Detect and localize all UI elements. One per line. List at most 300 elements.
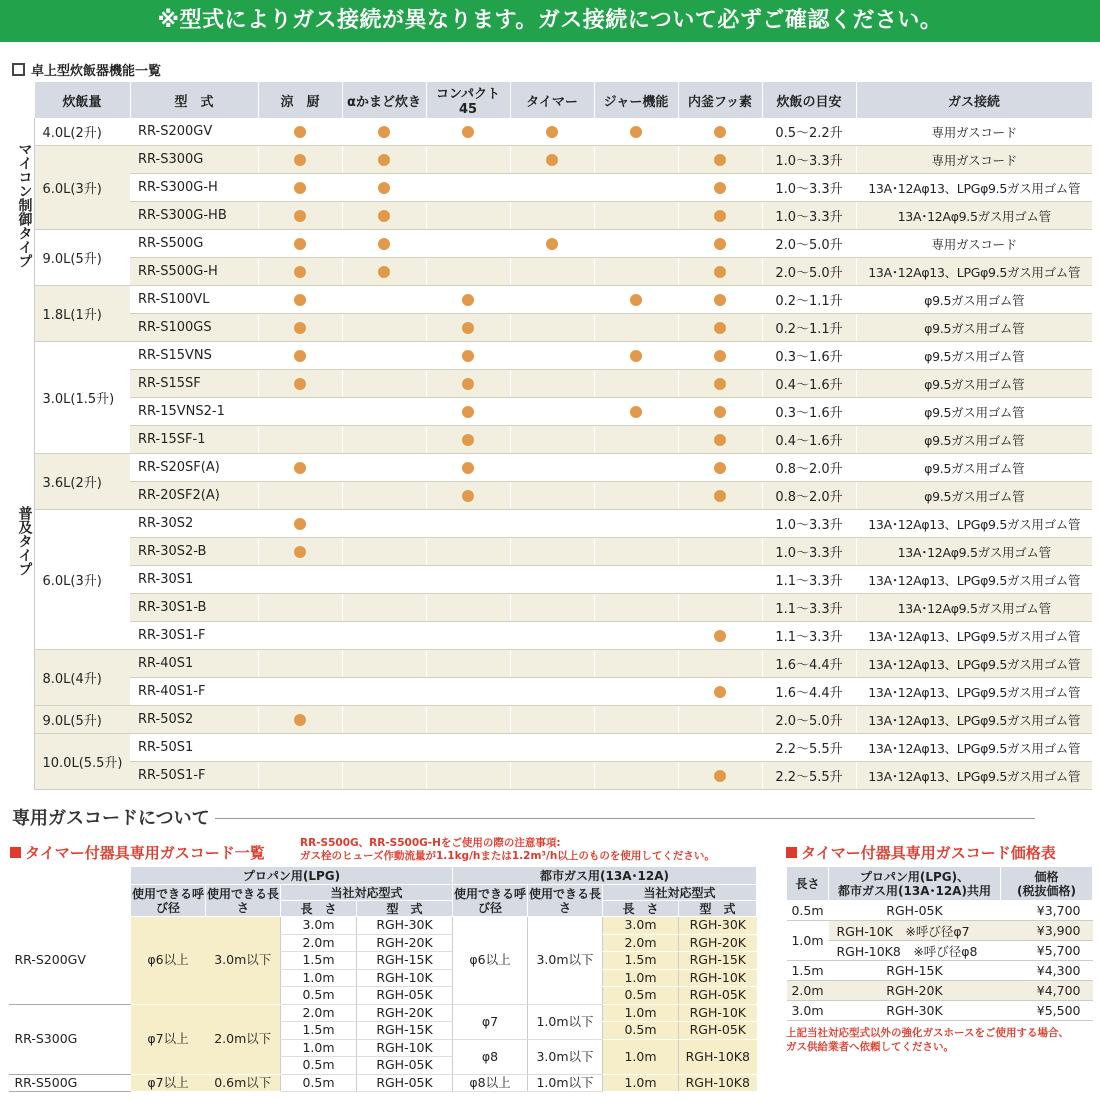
- feature-cell: [342, 174, 426, 202]
- model-cell: RR-S500G-H: [130, 258, 258, 286]
- feature-cell: [678, 370, 762, 398]
- table-row: [9, 917, 757, 935]
- lpg-len-cell: 1.0m: [281, 1039, 357, 1057]
- price-len-cell: 1.5m: [787, 961, 829, 981]
- capacity-cell: 9.0L(5升): [34, 230, 130, 286]
- lpg-model-cell: RGH-05K: [357, 987, 453, 1005]
- feature-dot-icon: [546, 126, 558, 138]
- cooking-range-cell: 2.2～5.5升: [762, 762, 856, 790]
- gas-connection-cell: φ9.5ガス用ゴム管: [856, 482, 1092, 510]
- city-model-cell: RGH-10K: [679, 969, 757, 987]
- feature-dot-icon: [294, 182, 306, 194]
- lpg-length-cell: 0.6m以下: [206, 1074, 281, 1092]
- feature-cell: [510, 286, 594, 314]
- city-length-cell: 1.0m以下: [528, 1074, 603, 1092]
- feature-dot-icon: [294, 378, 306, 390]
- type-header-blank: [8, 82, 34, 118]
- table-row: [8, 118, 1092, 146]
- feature-dot-icon: [294, 210, 306, 222]
- feature-cell: [342, 426, 426, 454]
- feature-cell: [342, 706, 426, 734]
- feature-cell: [510, 258, 594, 286]
- feature-cell: [594, 314, 678, 342]
- feature-cell: [594, 538, 678, 566]
- gas-connection-cell: 13A･12Aφ13、LPGφ9.5ガス用ゴム管: [856, 566, 1092, 594]
- heading-divider: [215, 818, 1035, 819]
- gas-connection-cell: 専用ガスコード: [856, 118, 1092, 146]
- feature-cell: [426, 370, 510, 398]
- city-len-cell: 3.0m: [603, 917, 679, 935]
- feature-cell: [678, 650, 762, 678]
- city-length-cell: 3.0m以下: [528, 917, 603, 1005]
- feature-cell: [678, 678, 762, 706]
- table-row: [8, 426, 1092, 454]
- city-len-cell: 2.0m: [603, 934, 679, 952]
- feature-cell: [678, 622, 762, 650]
- feature-cell: [258, 146, 342, 174]
- feature-cell: [426, 734, 510, 762]
- cooking-range-cell: 2.0～5.0升: [762, 230, 856, 258]
- model-cell: RR-30S2-B: [130, 538, 258, 566]
- feature-cell: [342, 622, 426, 650]
- feature-cell: [678, 398, 762, 426]
- city-model-cell: RGH-10K8: [679, 1039, 757, 1074]
- lpg-length-cell: 2.0m以下: [206, 1004, 281, 1074]
- capacity-cell: 10.0L(5.5升): [34, 734, 130, 790]
- feature-cell: [678, 146, 762, 174]
- price-row: [787, 961, 1093, 981]
- feature-cell: [594, 594, 678, 622]
- feature-cell: [426, 594, 510, 622]
- price-value-cell: ¥4,700: [1001, 981, 1093, 1001]
- city-len-cell: 1.0m: [603, 1039, 679, 1074]
- feature-dot-icon: [378, 154, 390, 166]
- feature-cell: [510, 594, 594, 622]
- table-row: [8, 734, 1092, 762]
- city-len-subheader: 長 さ: [603, 901, 679, 917]
- feature-cell: [594, 706, 678, 734]
- gas-connection-cell: φ9.5ガス用ゴム管: [856, 286, 1092, 314]
- feature-cell: [258, 454, 342, 482]
- lpg-model-cell: RGH-15K: [357, 1022, 453, 1040]
- note-line: RR-S500G、RR-S500G-Hをご使用の際の注意事項:: [300, 837, 561, 849]
- feature-cell: [678, 314, 762, 342]
- table-row: [8, 314, 1092, 342]
- model-cell: RR-S15SF: [130, 370, 258, 398]
- feature-dot-icon: [294, 266, 306, 278]
- square-bullet-icon: [12, 63, 25, 76]
- feature-cell: [258, 622, 342, 650]
- feature-cell: [426, 426, 510, 454]
- city-len-cell: 1.0m: [603, 1074, 679, 1092]
- feature-dot-icon: [462, 490, 474, 502]
- feature-cell: [678, 454, 762, 482]
- feature-cell: [342, 454, 426, 482]
- table-row: [8, 678, 1092, 706]
- gas-cord-list-title-text: タイマー付器具専用ガスコード一覧: [25, 844, 265, 862]
- price-len-cell: 1.0m: [787, 921, 829, 961]
- feature-cell: [342, 314, 426, 342]
- capacity-cell: 6.0L(3升): [34, 510, 130, 650]
- feature-cell: [510, 650, 594, 678]
- feature-dot-icon: [294, 518, 306, 530]
- feature-cell: [678, 118, 762, 146]
- city-diam-cell: φ8以上: [453, 1074, 528, 1092]
- table-row: [8, 202, 1092, 230]
- feature-cell: [342, 230, 426, 258]
- feature-cell: [426, 454, 510, 482]
- feature-cell: [258, 286, 342, 314]
- feature-dot-icon: [294, 238, 306, 250]
- feature-cell: [678, 482, 762, 510]
- city-len-cell: 1.0m: [603, 1004, 679, 1022]
- feature-dot-icon: [714, 686, 726, 698]
- header-cell: 炊飯の目安: [762, 82, 856, 118]
- gas-connection-cell: 13A･12Aφ9.5ガス用ゴム管: [856, 202, 1092, 230]
- feature-cell: [258, 594, 342, 622]
- feature-cell: [426, 202, 510, 230]
- model-cell: RR-50S1-F: [130, 762, 258, 790]
- feature-cell: [426, 482, 510, 510]
- feature-cell: [258, 706, 342, 734]
- feature-dot-icon: [294, 546, 306, 558]
- table-row: [8, 482, 1092, 510]
- feature-cell: [426, 510, 510, 538]
- city-model-cell: RGH-05K: [679, 1022, 757, 1040]
- gas-connection-cell: φ9.5ガス用ゴム管: [856, 370, 1092, 398]
- feature-cell: [678, 566, 762, 594]
- model-cell: RR-S500G: [130, 230, 258, 258]
- city-len-cell: 0.5m: [603, 987, 679, 1005]
- city-gas-header: 都市ガス用(13A･12A): [453, 867, 757, 885]
- lpg-len-cell: 0.5m: [281, 987, 357, 1005]
- cooking-range-cell: 1.1～3.3升: [762, 566, 856, 594]
- feature-cell: [678, 286, 762, 314]
- city-model-cell: RGH-30K: [679, 917, 757, 935]
- table-row: [8, 370, 1092, 398]
- table-row: [8, 706, 1092, 734]
- model-cell: RR-20SF2(A): [130, 482, 258, 510]
- feature-cell: [594, 202, 678, 230]
- header-cell: ガス接続: [856, 82, 1092, 118]
- feature-dot-icon: [714, 126, 726, 138]
- feature-cell: [258, 510, 342, 538]
- table-row: [8, 398, 1092, 426]
- feature-cell: [594, 566, 678, 594]
- gas-connection-cell: φ9.5ガス用ゴム管: [856, 454, 1092, 482]
- feature-cell: [678, 202, 762, 230]
- feature-cell: [510, 426, 594, 454]
- feature-cell: [678, 706, 762, 734]
- feature-dot-icon: [462, 434, 474, 446]
- feature-cell: [426, 342, 510, 370]
- lpg-model-cell: RGH-20K: [357, 934, 453, 952]
- type-label: 普及タイプ: [8, 286, 34, 790]
- feature-cell: [258, 538, 342, 566]
- feature-cell: [258, 342, 342, 370]
- lpg-len-subheader: 長 さ: [281, 901, 357, 917]
- gas-connection-cell: 13A･12Aφ13、LPGφ9.5ガス用ゴム管: [856, 622, 1092, 650]
- feature-cell: [510, 398, 594, 426]
- gas-connection-cell: φ9.5ガス用ゴム管: [856, 314, 1092, 342]
- feature-dot-icon: [714, 210, 726, 222]
- cord-model-cell: RR-S200GV: [9, 917, 131, 1005]
- feature-cell: [426, 146, 510, 174]
- cooking-range-cell: 2.0～5.0升: [762, 258, 856, 286]
- feature-cell: [594, 370, 678, 398]
- capacity-cell: 1.8L(1升): [34, 286, 130, 342]
- feature-dot-icon: [714, 266, 726, 278]
- price-model-cell: RGH-30K: [829, 1001, 1001, 1021]
- lpg-model-cell: RGH-30K: [357, 917, 453, 935]
- model-cell: RR-30S2: [130, 510, 258, 538]
- model-cell: RR-S100VL: [130, 286, 258, 314]
- feature-cell: [426, 314, 510, 342]
- feature-cell: [258, 762, 342, 790]
- feature-cell: [510, 342, 594, 370]
- lpg-length-cell: 3.0m以下: [206, 917, 281, 1005]
- cooking-range-cell: 0.3～1.6升: [762, 342, 856, 370]
- feature-cell: [510, 538, 594, 566]
- lpg-diam-cell: φ6以上: [131, 917, 206, 1005]
- feature-cell: [342, 342, 426, 370]
- gas-cord-heading: 専用ガスコードについて: [12, 808, 210, 829]
- lpg-len-cell: 2.0m: [281, 1004, 357, 1022]
- price-value-cell: ¥4,300: [1001, 961, 1093, 981]
- lpg-len-cell: 1.5m: [281, 952, 357, 970]
- lpg-diam-header: 使用できる呼び径: [131, 886, 204, 915]
- feature-cell: [426, 230, 510, 258]
- table-row: [8, 566, 1092, 594]
- feature-cell: [342, 398, 426, 426]
- table-row: [9, 1074, 757, 1092]
- feature-cell: [426, 538, 510, 566]
- model-cell: RR-40S1: [130, 650, 258, 678]
- blank-corner: [9, 867, 131, 917]
- feature-dot-icon: [294, 294, 306, 306]
- gas-connection-cell: 13A･12Aφ13、LPGφ9.5ガス用ゴム管: [856, 706, 1092, 734]
- gas-connection-cell: 13A･12Aφ13、LPGφ9.5ガス用ゴム管: [856, 734, 1092, 762]
- feature-cell: [594, 146, 678, 174]
- feature-dot-icon: [714, 350, 726, 362]
- feature-cell: [510, 706, 594, 734]
- feature-cell: [342, 370, 426, 398]
- feature-cell: [594, 118, 678, 146]
- cooking-range-cell: 0.5～2.2升: [762, 118, 856, 146]
- price-value-cell: ¥5,700: [1001, 941, 1093, 961]
- feature-cell: [594, 342, 678, 370]
- city-diam-cell: φ6以上: [453, 917, 528, 1005]
- price-model-cell: RGH-10K8 ※呼び径φ8: [829, 941, 1001, 961]
- price-len-header: 長さ: [787, 867, 829, 901]
- section-title-text: 卓上型炊飯器機能一覧: [31, 64, 162, 79]
- cooking-range-cell: 1.0～3.3升: [762, 146, 856, 174]
- city-len-cell: 0.5m: [603, 1022, 679, 1040]
- gas-connection-cell: 13A･12Aφ13、LPGφ9.5ガス用ゴム管: [856, 650, 1092, 678]
- city-compat-header: 当社対応型式: [603, 885, 757, 901]
- feature-dot-icon: [714, 462, 726, 474]
- feature-cell: [342, 482, 426, 510]
- feature-cell: [678, 174, 762, 202]
- feature-cell: [258, 230, 342, 258]
- red-square-icon: [786, 847, 797, 858]
- city-diam-header: 使用できる呼び径: [454, 886, 527, 915]
- feature-cell: [342, 538, 426, 566]
- cooking-range-cell: 1.6～4.4升: [762, 678, 856, 706]
- model-cell: RR-S200GV: [130, 118, 258, 146]
- feature-dot-icon: [714, 630, 726, 642]
- feature-dot-icon: [378, 210, 390, 222]
- cooking-range-cell: 1.0～3.3升: [762, 510, 856, 538]
- city-model-cell: RGH-15K: [679, 952, 757, 970]
- lpg-diam-cell: φ7以上: [131, 1004, 206, 1074]
- table-row: [8, 762, 1092, 790]
- red-square-icon: [10, 847, 21, 858]
- model-cell: RR-S100GS: [130, 314, 258, 342]
- model-cell: RR-40S1-F: [130, 678, 258, 706]
- feature-cell: [594, 622, 678, 650]
- header-line: 都市ガス用(13A･12A)共用: [838, 883, 991, 898]
- city-diam-cell: φ8: [453, 1039, 528, 1074]
- feature-cell: [510, 622, 594, 650]
- cooking-range-cell: 0.4～1.6升: [762, 370, 856, 398]
- model-cell: RR-S300G: [130, 146, 258, 174]
- feature-dot-icon: [294, 126, 306, 138]
- feature-dot-icon: [714, 434, 726, 446]
- feature-cell: [510, 202, 594, 230]
- rice-cooker-function-table: [8, 82, 1093, 790]
- feature-dot-icon: [294, 322, 306, 334]
- feature-cell: [342, 762, 426, 790]
- capacity-cell: 3.0L(1.5升): [34, 342, 130, 454]
- cooking-range-cell: 0.8～2.0升: [762, 454, 856, 482]
- feature-cell: [594, 762, 678, 790]
- gas-connection-cell: 13A･12Aφ13、LPGφ9.5ガス用ゴム管: [856, 174, 1092, 202]
- table-row: [8, 146, 1092, 174]
- city-length-cell: 3.0m以下: [528, 1039, 603, 1074]
- notice-banner: ※型式によりガス接続が異なります。ガス接続について必ずご確認ください。: [0, 0, 1100, 42]
- city-length-header: 使用できる長さ: [529, 886, 602, 915]
- feature-cell: [510, 566, 594, 594]
- cooking-range-cell: 1.0～3.3升: [762, 202, 856, 230]
- feature-dot-icon: [378, 182, 390, 194]
- feature-dot-icon: [630, 294, 642, 306]
- lpg-model-subheader: 型 式: [357, 901, 453, 917]
- feature-cell: [594, 426, 678, 454]
- model-cell: RR-30S1: [130, 566, 258, 594]
- feature-dot-icon: [378, 126, 390, 138]
- gas-connection-cell: φ9.5ガス用ゴム管: [856, 398, 1092, 426]
- feature-dot-icon: [462, 462, 474, 474]
- feature-cell: [426, 762, 510, 790]
- capacity-cell: 3.6L(2升): [34, 454, 130, 510]
- header-line: (税抜価格): [1017, 883, 1076, 898]
- city-model-cell: RGH-10K8: [679, 1074, 757, 1092]
- cooking-range-cell: 0.3～1.6升: [762, 398, 856, 426]
- feature-cell: [258, 202, 342, 230]
- lpg-model-cell: RGH-15K: [357, 952, 453, 970]
- hose-note: [786, 1026, 1092, 1054]
- cooking-range-cell: 1.0～3.3升: [762, 538, 856, 566]
- feature-cell: [426, 650, 510, 678]
- feature-dot-icon: [714, 294, 726, 306]
- header-cell: αかまど炊き: [342, 82, 426, 118]
- feature-dot-icon: [714, 406, 726, 418]
- note-line: 上記当社対応型式以外の強化ガスホースをご使用する場合、: [786, 1027, 1069, 1039]
- feature-dot-icon: [378, 266, 390, 278]
- price-row: [787, 921, 1093, 941]
- feature-cell: [258, 314, 342, 342]
- lpg-diam-cell: φ7以上: [131, 1074, 206, 1092]
- feature-cell: [594, 398, 678, 426]
- feature-dot-icon: [714, 182, 726, 194]
- table-row: [8, 258, 1092, 286]
- feature-dot-icon: [630, 126, 642, 138]
- gas-connection-cell: 13A･12Aφ9.5ガス用ゴム管: [856, 594, 1092, 622]
- city-len-cell: 1.0m: [603, 969, 679, 987]
- gas-connection-cell: φ9.5ガス用ゴム管: [856, 426, 1092, 454]
- feature-cell: [510, 314, 594, 342]
- usage-caution-note: [300, 837, 715, 863]
- price-len-cell: 3.0m: [787, 1001, 829, 1021]
- header-cell: ジャー機能: [594, 82, 678, 118]
- city-diam-cell: φ7: [453, 1004, 528, 1039]
- lpg-len-cell: 3.0m: [281, 917, 357, 935]
- feature-cell: [510, 510, 594, 538]
- feature-dot-icon: [294, 350, 306, 362]
- cooking-range-cell: 1.1～3.3升: [762, 594, 856, 622]
- lpg-len-cell: 1.5m: [281, 1022, 357, 1040]
- type-label: マイコン制御タイプ: [8, 118, 34, 286]
- table-row: [8, 342, 1092, 370]
- feature-cell: [258, 118, 342, 146]
- feature-cell: [258, 734, 342, 762]
- feature-cell: [594, 258, 678, 286]
- cooking-range-cell: 1.0～3.3升: [762, 174, 856, 202]
- feature-cell: [258, 174, 342, 202]
- feature-dot-icon: [714, 322, 726, 334]
- header-line: プロパン用(LPG)、: [859, 869, 970, 884]
- price-len-cell: 2.0m: [787, 981, 829, 1001]
- lpg-len-cell: 0.5m: [281, 1057, 357, 1075]
- lpg-len-cell: 1.0m: [281, 969, 357, 987]
- model-cell: RR-50S2: [130, 706, 258, 734]
- model-cell: RR-30S1-B: [130, 594, 258, 622]
- cooking-range-cell: 0.8～2.0升: [762, 482, 856, 510]
- feature-cell: [594, 678, 678, 706]
- gas-connection-cell: 13A･12Aφ13、LPGφ9.5ガス用ゴム管: [856, 762, 1092, 790]
- note-line: ガス供給業者へ依頼してください。: [786, 1041, 954, 1053]
- feature-dot-icon: [546, 238, 558, 250]
- feature-cell: [510, 734, 594, 762]
- lpg-model-cell: RGH-10K: [357, 969, 453, 987]
- feature-dot-icon: [546, 154, 558, 166]
- price-model-cell: RGH-20K: [829, 981, 1001, 1001]
- feature-cell: [342, 258, 426, 286]
- feature-cell: [678, 594, 762, 622]
- feature-cell: [342, 118, 426, 146]
- section-title: [12, 60, 161, 79]
- feature-cell: [510, 454, 594, 482]
- feature-dot-icon: [462, 350, 474, 362]
- lpg-model-cell: RGH-10K: [357, 1039, 453, 1057]
- price-price-header: [1001, 867, 1093, 901]
- header-cell: コンパクト45: [426, 82, 510, 118]
- model-cell: RR-S20SF(A): [130, 454, 258, 482]
- feature-cell: [342, 734, 426, 762]
- feature-cell: [342, 146, 426, 174]
- lpg-header: プロパン用(LPG): [131, 867, 453, 885]
